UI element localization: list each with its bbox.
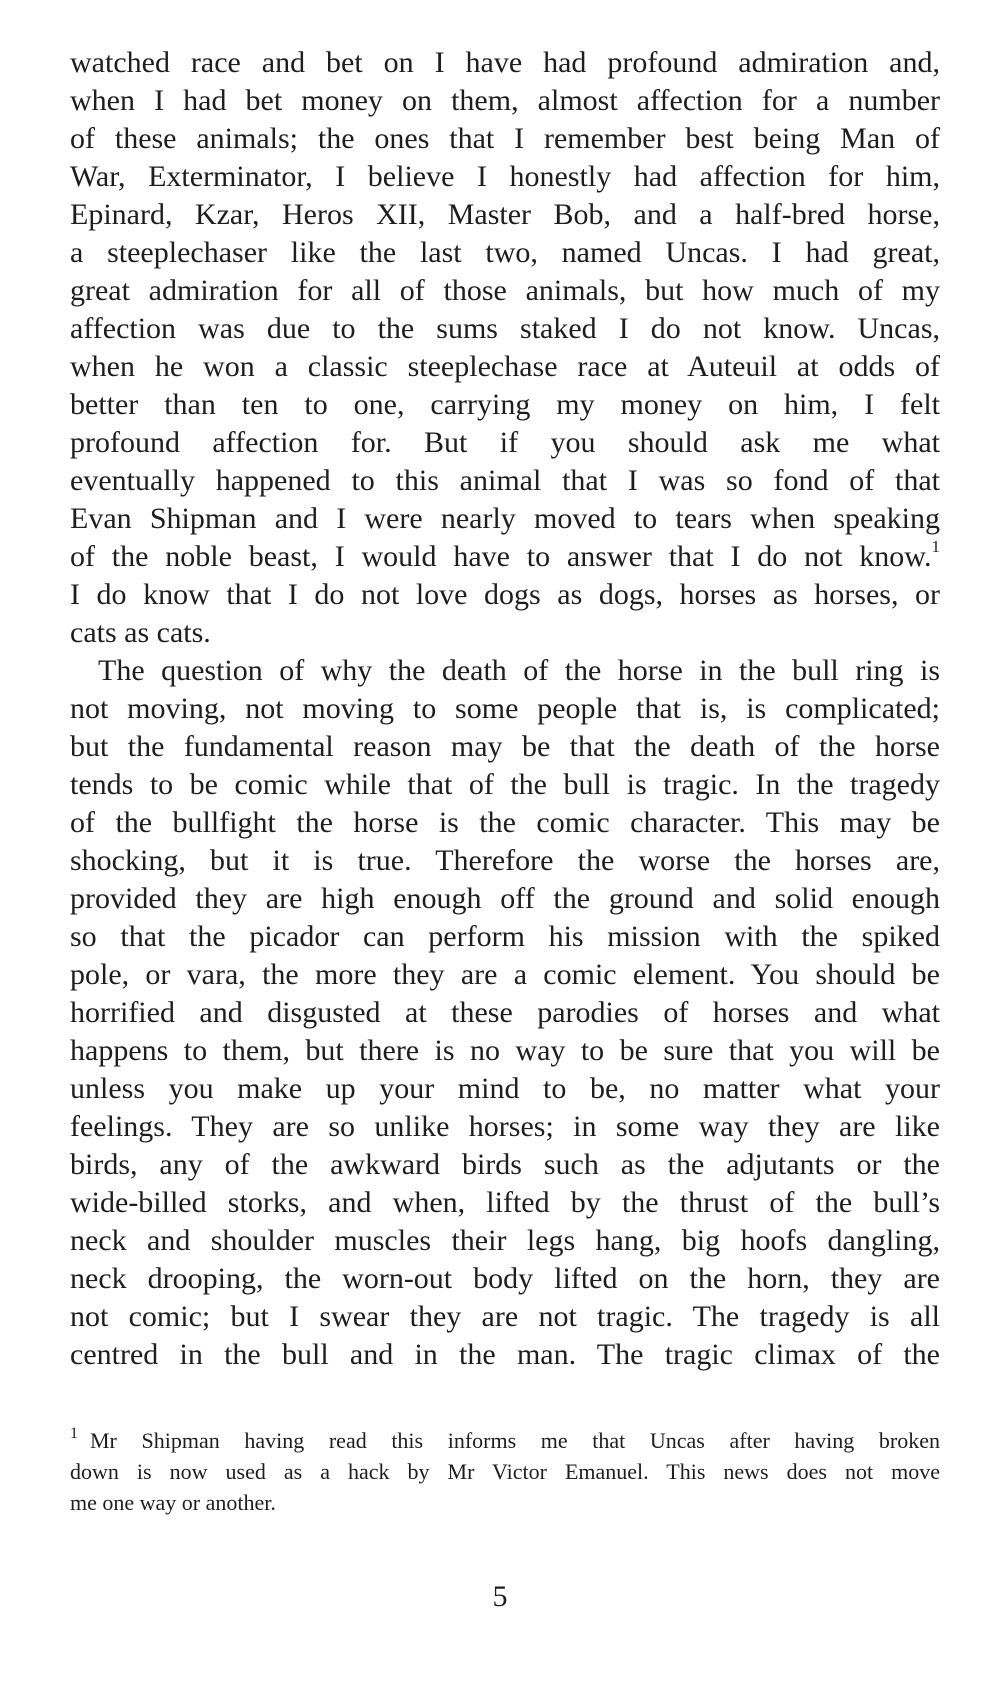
text-line: horrified and disgusted at these parodies of horses and what bbox=[70, 996, 940, 1029]
paragraph-start-line: The question of why the death of the horse in the bull ring is bbox=[98, 654, 940, 687]
text-line: great admiration for all of those animals, but how much of my bbox=[70, 274, 940, 307]
text-line: watched race and bet on I have had profound admiration and, bbox=[70, 46, 940, 79]
text-line: profound affection for. But if you should ask me what bbox=[70, 426, 940, 459]
text-line: when I had bet money on them, almost affection for a number bbox=[70, 84, 940, 117]
text-line: neck and shoulder muscles their legs hang, big hoofs dangling, bbox=[70, 1224, 940, 1257]
text-line: of these animals; the ones that I remember best being Man of bbox=[70, 122, 940, 155]
text-line: feelings. They are so unlike horses; in some way they are like bbox=[70, 1110, 940, 1143]
main-text bbox=[70, 44, 940, 1374]
page-number: 5 bbox=[492, 1580, 508, 1613]
text-line: birds, any of the awkward birds such as the adjutants or the bbox=[70, 1148, 940, 1181]
text-line: provided they are high enough off the ground and solid enough bbox=[70, 882, 940, 915]
text-line: better than ten to one, carrying my money on him, I felt bbox=[70, 388, 940, 421]
text-line: when he won a classic steeplechase race at Auteuil at odds of bbox=[70, 350, 940, 383]
text-line: War, Exterminator, I believe I honestly had affection for him, bbox=[70, 160, 940, 193]
footnote-line bbox=[70, 1425, 940, 1456]
text-line: Evan Shipman and I were nearly moved to tears when speaking bbox=[70, 502, 940, 535]
text-line: eventually happened to this animal that I was so fond of that bbox=[70, 464, 940, 497]
text-line-with-footnote-ref bbox=[70, 538, 940, 576]
footnote-reference: 1 bbox=[931, 537, 940, 556]
text-line: not moving, not moving to some people that is, is complicated; bbox=[70, 692, 940, 725]
text-line: cats as cats. bbox=[70, 616, 211, 649]
footnote-line: me one way or another. bbox=[70, 1490, 276, 1515]
text-line: wide-billed storks, and when, lifted by the thrust of the bull’s bbox=[70, 1186, 940, 1219]
text-line: unless you make up your mind to be, no matter what your bbox=[70, 1072, 940, 1105]
text-line: affection was due to the sums staked I do not know. Uncas, bbox=[70, 312, 940, 345]
text-line: tends to be comic while that of the bull is tragic. In the tragedy bbox=[70, 768, 940, 801]
text-line: but the fundamental reason may be that the death of the horse bbox=[70, 730, 940, 763]
footnote-text: Mr Shipman having read this informs me that Uncas after having broken bbox=[90, 1428, 940, 1453]
text-line: shocking, but it is true. Therefore the worse the horses are, bbox=[70, 844, 940, 877]
footnote-marker: 1 bbox=[70, 1425, 78, 1442]
text-line-content: of the noble beast, I would have to answer that I do not know. bbox=[70, 540, 932, 573]
text-line: not comic; but I swear they are not tragic. The tragedy is all bbox=[70, 1300, 940, 1333]
footnote-line: down is now used as a hack by Mr Victor Emanuel. This news does not move bbox=[70, 1459, 940, 1484]
text-line: neck drooping, the worn-out body lifted on the horn, they are bbox=[70, 1262, 940, 1295]
text-line: happens to them, but there is no way to be sure that you will be bbox=[70, 1034, 940, 1067]
text-line: of the bullfight the horse is the comic character. This may be bbox=[70, 806, 940, 839]
text-line: I do know that I do not love dogs as dogs, horses as horses, or bbox=[70, 578, 940, 611]
text-line: pole, or vara, the more they are a comic element. You should be bbox=[70, 958, 940, 991]
footnote bbox=[70, 1425, 940, 1518]
text-line: a steeplechaser like the last two, named Uncas. I had great, bbox=[70, 236, 940, 269]
text-line: centred in the bull and in the man. The tragic climax of the bbox=[70, 1338, 940, 1371]
text-line: Epinard, Kzar, Heros XII, Master Bob, and a half-bred horse, bbox=[70, 198, 940, 231]
text-line: so that the picador can perform his mission with the spiked bbox=[70, 920, 940, 953]
